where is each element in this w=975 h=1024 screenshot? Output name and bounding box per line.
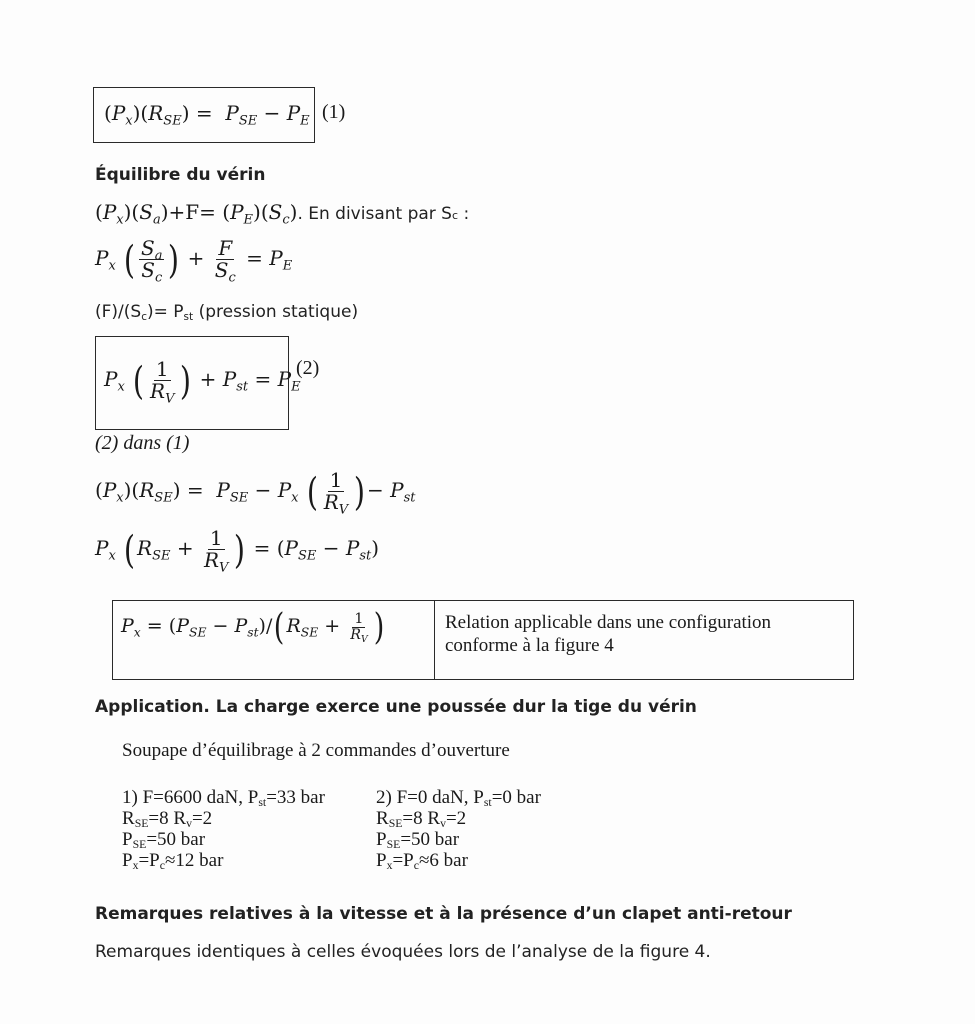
- substitution-note: (2) dans (1): [95, 432, 190, 454]
- substituted-equation: $(P_x)(R_{SE}) = P_{SE} - P_x$ ( $\frac{1}{R_V}$ )− $P_{st}$: [95, 468, 416, 518]
- result-description-cell: [435, 601, 854, 680]
- remarks-heading: Remarques relatives à la vitesse et à la présence d’un clapet anti-retour: [95, 904, 792, 924]
- case-2-pse-line: $P_{SE}=50$ bar: [376, 829, 460, 851]
- dividing-colon: :: [458, 204, 470, 224]
- case-2-ratio-line: $R_{SE}=8$ $R_v=2$: [376, 808, 467, 830]
- dividing-sub: c: [451, 209, 459, 222]
- equation-2: $P_x$ ( $\frac{1}{R_V}$ ) + $P_{st} = P_E$: [104, 357, 301, 407]
- equation-1: $(P_x)(R_{SE}) = P_{SE} - P_E$: [104, 101, 310, 129]
- case-1-pse-line: $P_{SE}=50$ bar: [122, 829, 206, 851]
- equilibrium-equation: $(P_x)(S_a)+F= (P_E)(S_c)$: [95, 200, 298, 228]
- application-heading: Application. La charge exerce une poussée dur la tige du vérin: [95, 697, 697, 717]
- section-heading-equilibre: Équilibre du vérin: [95, 165, 266, 185]
- equation-2-number: (2): [296, 357, 320, 379]
- result-formula-cell: [113, 601, 435, 680]
- equation-1-box: [93, 87, 315, 143]
- result-table: [112, 600, 854, 680]
- case-1-force-line: 1) F=6600 daN, $P_{st}=33$ bar: [122, 787, 325, 809]
- remarks-text: Remarques identiques à celles évoquées lors de l’analyse de la figure 4.: [95, 942, 711, 962]
- application-case-1: [122, 787, 325, 871]
- result-description-line-2: conforme à la figure 4: [445, 635, 614, 656]
- case-2-force-line: 2) F=0 daN, $P_{st}=0$ bar: [376, 787, 541, 809]
- result-table-row: [113, 601, 854, 680]
- divided-equation: $P_x$ ( $\frac{S_a}{S_c}$ ) + $\frac{F}{S_c}$ = $P_E$: [95, 236, 293, 286]
- case-1-result-line: $P_x=P_c\approx 12$ bar: [122, 850, 224, 872]
- equilibrium-equation-line: [95, 200, 470, 228]
- dividing-text: . En divisant par S: [297, 204, 452, 224]
- equation-2-box: [95, 336, 301, 430]
- case-1-ratio-line: $R_{SE}=8$ $R_v=2$: [122, 808, 213, 830]
- static-pressure-definition: $(F)/(S_c)= P_{st}$ (pression statique): [95, 302, 359, 324]
- equation-1-number: (1): [322, 101, 346, 123]
- application-subtitle: Soupape d’équilibrage à 2 commandes d’ouverture: [122, 740, 510, 761]
- result-description-line-1: Relation applicable dans une configuration: [445, 612, 772, 633]
- factored-equation: $P_x$ ($R_{SE}$ + $\frac{1}{R_V}$ ) = $(P_{SE} - P_{st})$: [95, 526, 380, 576]
- case-2-result-line: $P_x=P_c\approx 6$ bar: [376, 850, 468, 872]
- result-formula: $P_x = (P_{SE} - P_{st})/(R_{SE}$ + $\frac{1}{R_V}$ ): [121, 606, 384, 648]
- application-case-2: [376, 787, 541, 871]
